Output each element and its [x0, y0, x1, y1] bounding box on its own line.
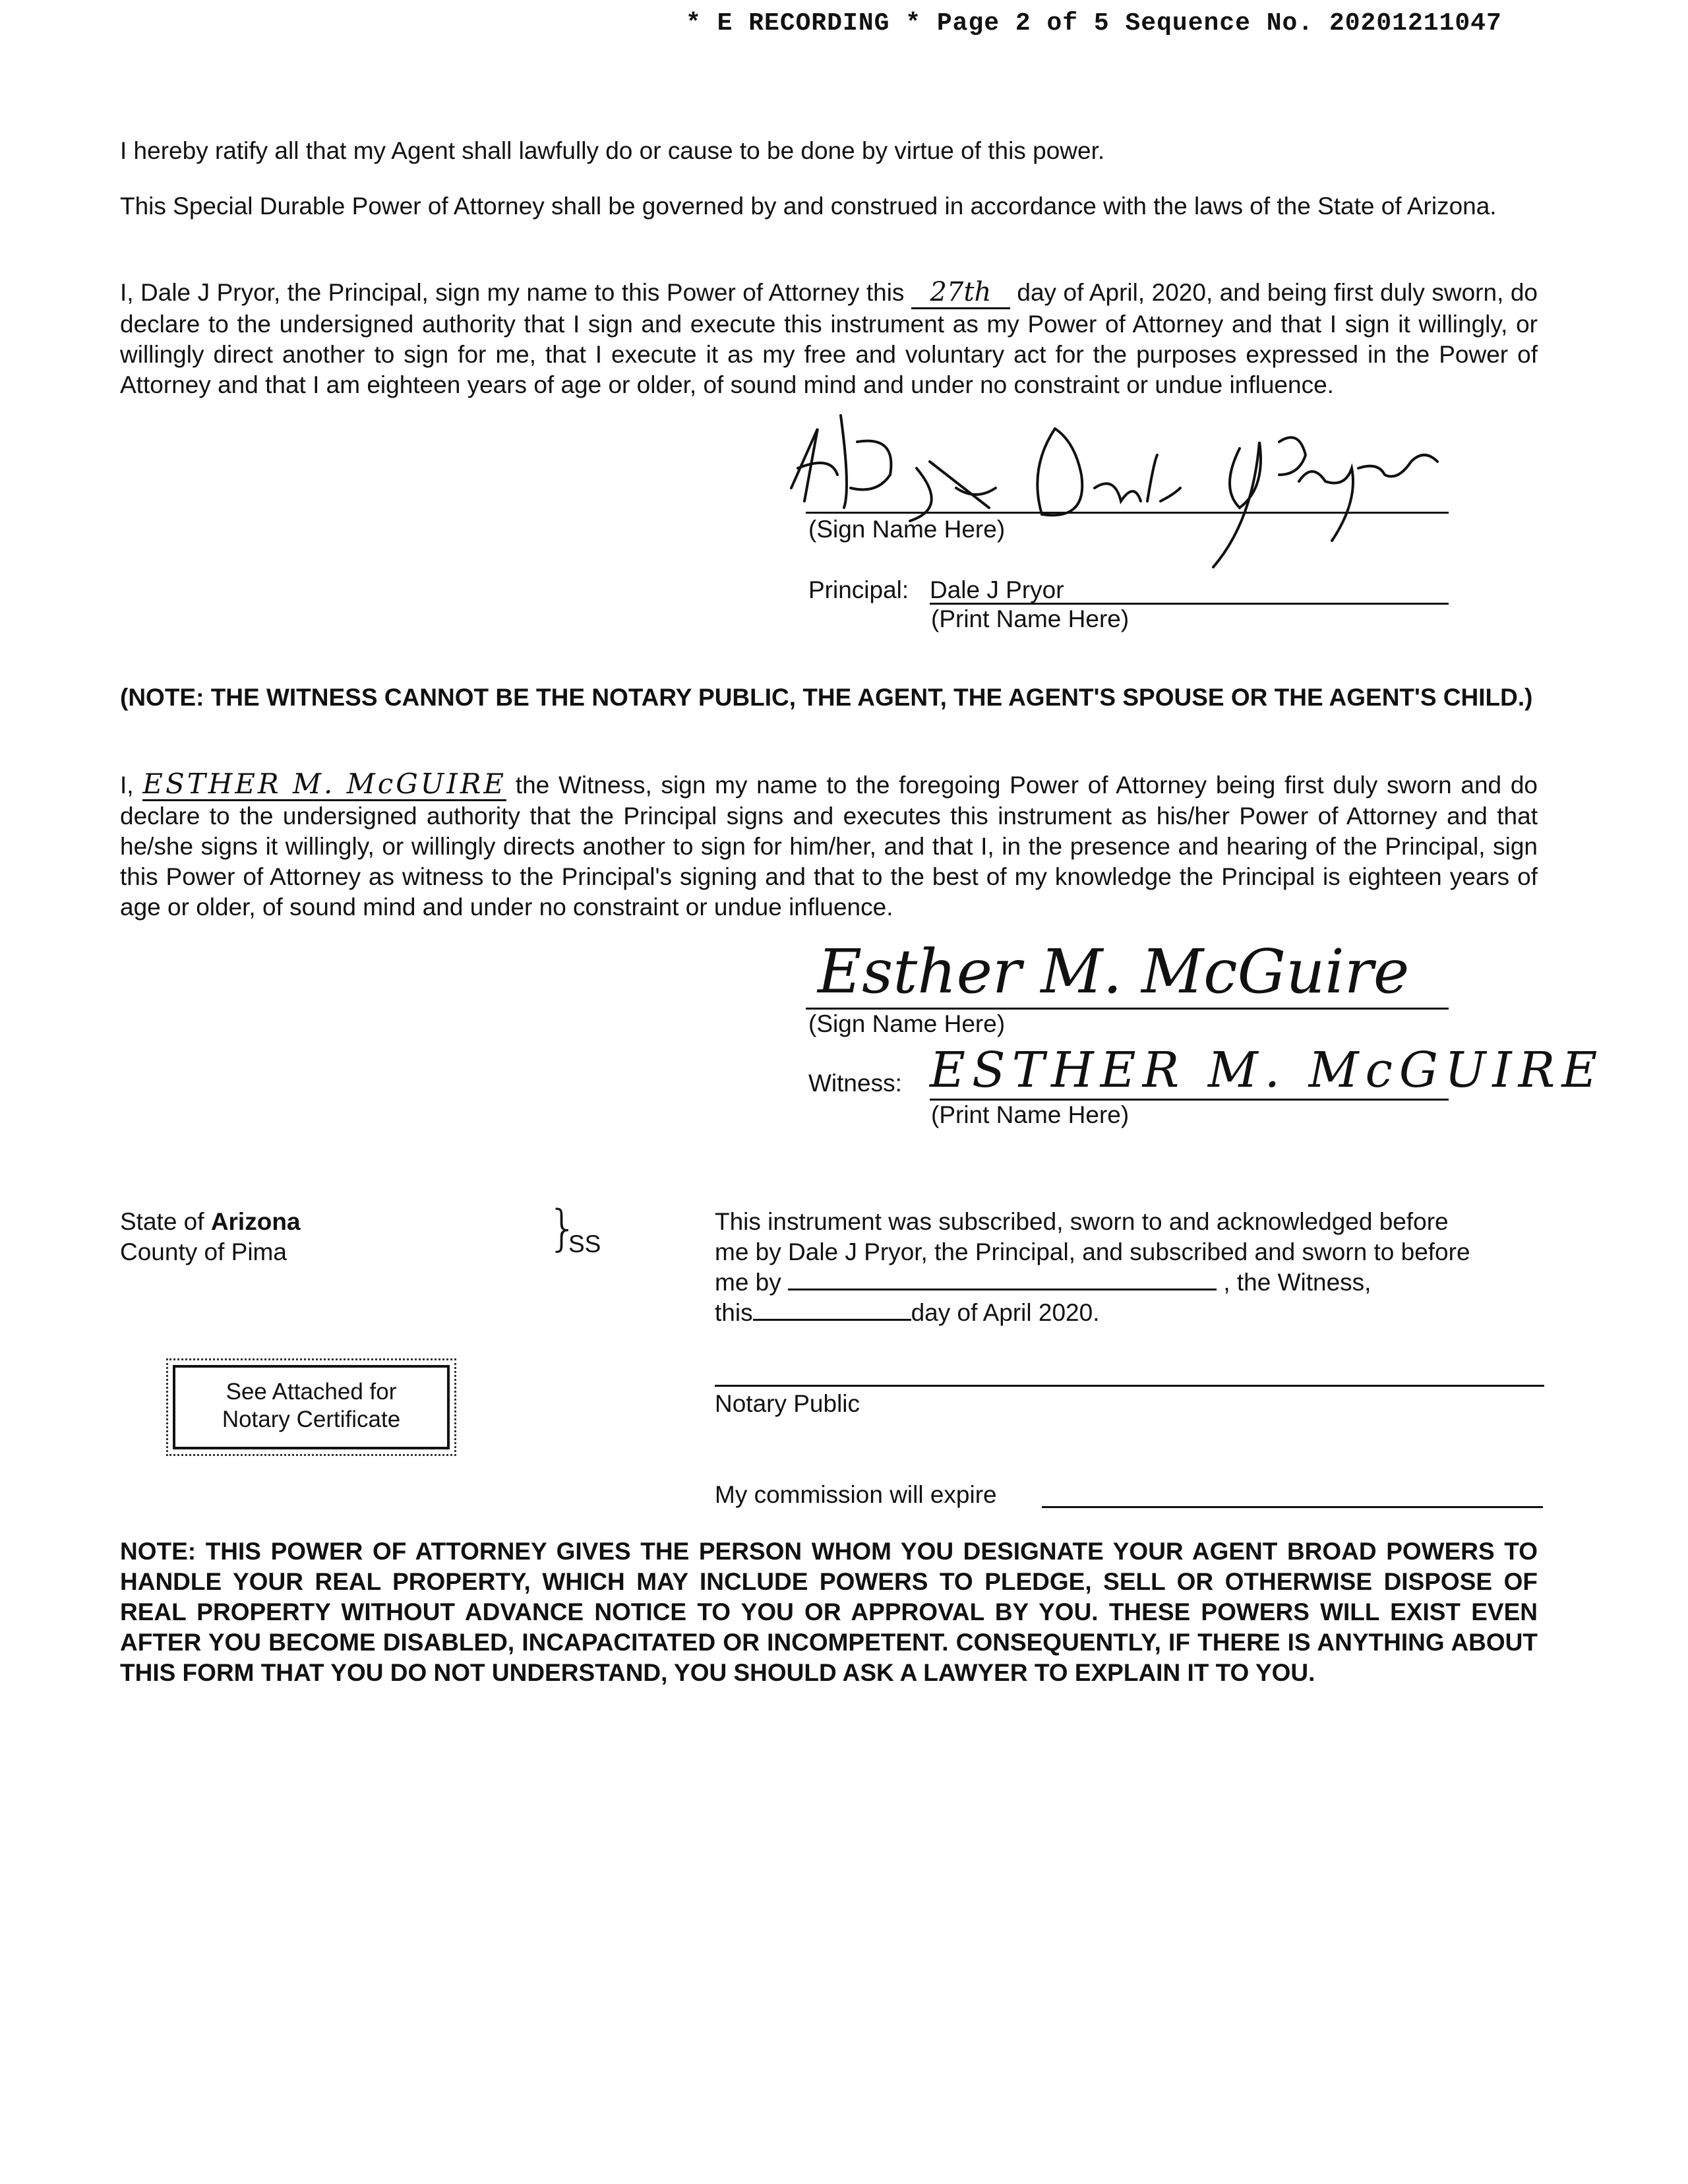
notary-line-2: me by Dale J Pryor, the Principal, and subscribed and sworn to before	[715, 1238, 1470, 1265]
witness-declaration	[120, 769, 1538, 923]
county-line: County of Pima	[120, 1238, 287, 1265]
ss-label: SS	[568, 1230, 601, 1258]
witness-label: Witness:	[808, 1070, 902, 1097]
notary-line-3	[715, 1267, 1371, 1298]
notary-line-3-start: me by	[715, 1269, 781, 1296]
notary-signature-line	[715, 1385, 1544, 1387]
principal-printed-name: Dale J Pryor	[930, 576, 1064, 603]
notary-public-label: Notary Public	[715, 1390, 860, 1417]
principal-declaration	[120, 277, 1538, 400]
principal-print-label: (Print Name Here)	[931, 605, 1130, 632]
notary-line-3-end: , the Witness,	[1223, 1269, 1372, 1296]
witness-sign-label: (Sign Name Here)	[808, 1010, 1006, 1037]
day-blank	[753, 1299, 911, 1321]
final-warning-note: NOTE: THIS POWER OF ATTORNEY GIVES THE PERSON WHOM YOU DESIGNATE YOUR AGENT BROAD POWERS TO HANDLE YOUR REAL PROPERTY, WHICH MAY INCLUDE POWERS TO PLEDGE, SELL OR OTHERWISE DISPOSE OF REAL PROPERTY WITHOUT ADVANCE NOTICE TO YOU OR APPROVAL BY YOU. THESE POWERS WILL EXIST EVEN AFTER YOU BECOME DISABLED, INCAPACITATED OR INCOMPETENT. CONSEQUENTLY, IF THERE IS ANYTHING ABOUT THIS FORM THAT YOU DO NOT UNDERSTAND, YOU SHOULD ASK A LAWYER TO EXPLAIN IT TO YOU.	[120, 1538, 1538, 1686]
state-name: Arizona	[210, 1208, 301, 1235]
principal-declaration-part2: day of April, 2020, and being first duly sworn, do declare to the undersigned authority that I sign and execute this instrument as my Power of Attorney and that I sign it willingly, or willingly direct another to sign for me, that I execute it as my free and voluntary act for the purposes expressed in the Power of Attorney and that I am eighteen years of age or older, of sound mind and under no constraint or undue influence.	[120, 279, 1538, 398]
witness-print-label: (Print Name Here)	[931, 1101, 1130, 1128]
recording-header: * E RECORDING * Page 2 of 5 Sequence No. 20201211047	[686, 9, 1502, 38]
ratify-paragraph: I hereby ratify all that my Agent shall lawfully do or cause to be done by virtue of this power.	[120, 137, 1105, 164]
principal-signature	[778, 389, 1470, 580]
principal-signature-line	[806, 512, 1449, 514]
principal-label: Principal:	[808, 576, 909, 603]
state-prefix: State of	[120, 1208, 204, 1235]
principal-sign-label: (Sign Name Here)	[808, 516, 1006, 543]
witness-declaration-prefix: I,	[120, 772, 134, 799]
commission-line	[1042, 1506, 1543, 1508]
principal-declaration-part1: I, Dale J Pryor, the Principal, sign my name to this Power of Attorney this	[120, 279, 905, 306]
stamp-line-1: See Attached for	[226, 1379, 397, 1405]
ss-brace-glyph: }	[547, 1200, 579, 1257]
witness-signature: Esther M. McGuire	[818, 936, 1410, 1007]
witness-declaration-text: the Witness, sign my name to the foregoing Power of Attorney being first duly sworn and do declare to the undersigned authority that the Principal signs and executes this instrument as his/her Power of Attorney and that he/she signs it willingly, or willingly directs another to sign for him/her, and that I, in the presence and hearing of the Principal, sign this Power of Attorney as witness to the Principal's signing and that to the best of my knowledge the Principal is eighteen years of age or older, of sound mind and under no constraint or undue influence.	[120, 772, 1538, 921]
notary-line-1: This instrument was subscribed, sworn to and acknowledged before	[715, 1208, 1449, 1235]
notary-certificate-stamp	[173, 1365, 450, 1449]
witness-note: (NOTE: THE WITNESS CANNOT BE THE NOTARY PUBLIC, THE AGENT, THE AGENT'S SPOUSE OR THE AGENT'S CHILD.)	[120, 684, 1533, 711]
governed-paragraph: This Special Durable Power of Attorney shall be governed by and construed in accordance with the laws of the State of Arizona.	[120, 193, 1497, 220]
witness-handwritten-name: ESTHER M. McGUIRE	[142, 768, 507, 800]
notary-line-4	[715, 1298, 1100, 1328]
notary-line-4-start: this	[715, 1299, 753, 1326]
day-field: 27th	[911, 277, 1010, 309]
commission-label: My commission will expire	[715, 1481, 997, 1508]
witness-blank	[788, 1269, 1217, 1290]
state-line	[120, 1207, 301, 1237]
witness-printed-name: ESTHER M. McGUIRE	[930, 1042, 1604, 1099]
notary-line-4-end: day of April 2020.	[911, 1299, 1100, 1326]
stamp-line-2: Notary Certificate	[222, 1407, 401, 1432]
